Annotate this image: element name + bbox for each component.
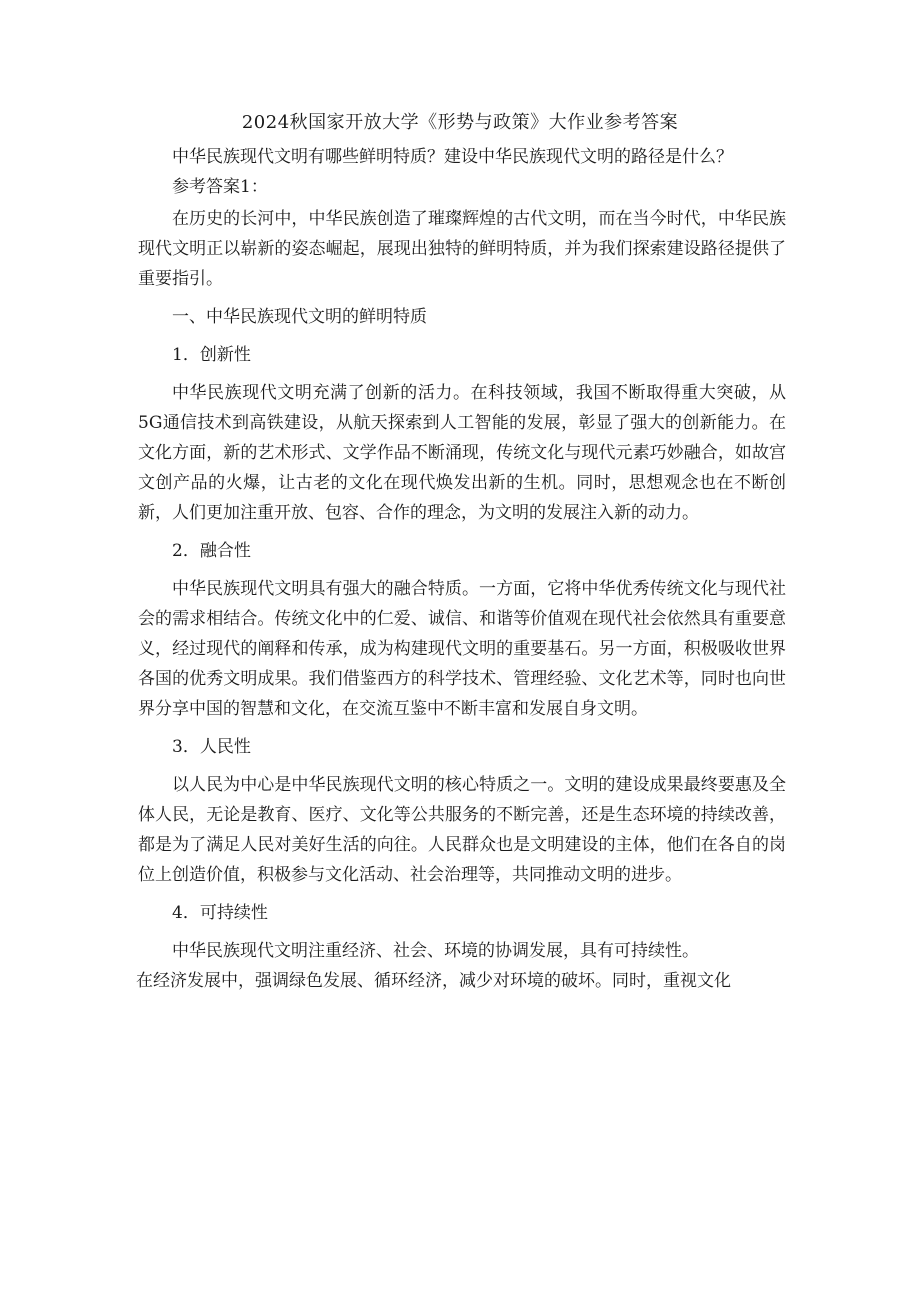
- document-body: [138, 142, 786, 996]
- item-body-people: 以人民为中心是中华民族现代文明的核心特质之一。文明的建设成果最终要惠及全体人民，无论是教育、医疗、文化等公共服务的不断完善，还是生态环境的持续改善，都是为了满足人民对美好生活的向往。人民群众也是文明建设的主体，他们在各自的岗位上创造价值，积极参与文化活动、社会治理等，共同推动文明的进步。: [138, 775, 786, 885]
- item-body-innovation: 中华民族现代文明充满了创新的活力。在科技领域，我国不断取得重大突破，从5G通信技术到高铁建设，从航天探索到人工智能的发展，彰显了强大的创新能力。在文化方面，新的艺术形式、文学作品不断涌现，传统文化与现代元素巧妙融合，如故宫文创产品的火爆，让古老的文化在现代焕发出新的生机。同时，思想观念也在不断创新，人们更加注重开放、包容、合作的理念，为文明的发展注入新的动力。: [138, 383, 786, 523]
- intro-paragraph: 在历史的长河中，中华民族创造了璀璨辉煌的古代文明，而在当今时代，中华民族现代文明正以崭新的姿态崛起，展现出独特的鲜明特质，并为我们探索建设路径提供了重要指引。: [138, 209, 786, 289]
- item-heading-sustainability: 4．可持续性: [172, 903, 268, 923]
- item-body-sustainability: 中华民族现代文明注重经济、社会、环境的协调发展，具有可持续性。: [172, 941, 699, 961]
- document-title: 2024秋国家开放大学《形势与政策》大作业参考答案: [241, 112, 679, 133]
- item-heading-innovation: 1．创新性: [172, 345, 251, 365]
- item-heading-people: 3．人民性: [172, 737, 251, 757]
- section-heading: 一、中华民族现代文明的鲜明特质: [172, 307, 427, 327]
- question-text: 中华民族现代文明有哪些鲜明特质？建设中华民族现代文明的路径是什么？: [172, 147, 733, 167]
- item-body-integration: 中华民族现代文明具有强大的融合特质。一方面，它将中华优秀传统文化与现代社会的需求相结合。传统文化中的仁爱、诚信、和谐等价值观在现代社会依然具有重要意义，经过现代的阐释和传承，成为构建现代文明的重要基石。另一方面，积极吸收世界各国的优秀文明成果。我们借鉴西方的科学技术、管理经验、文化艺术等，同时也向世界分享中国的智慧和文化，在交流互鉴中不断丰富和发展自身文明。: [138, 579, 786, 719]
- continuation-paragraph: 在经济发展中，强调绿色发展、循环经济，减少对环境的破坏。同时，重视文化: [136, 971, 731, 991]
- item-heading-integration: 2．融合性: [172, 541, 251, 561]
- answer-label: 参考答案1：: [172, 177, 268, 197]
